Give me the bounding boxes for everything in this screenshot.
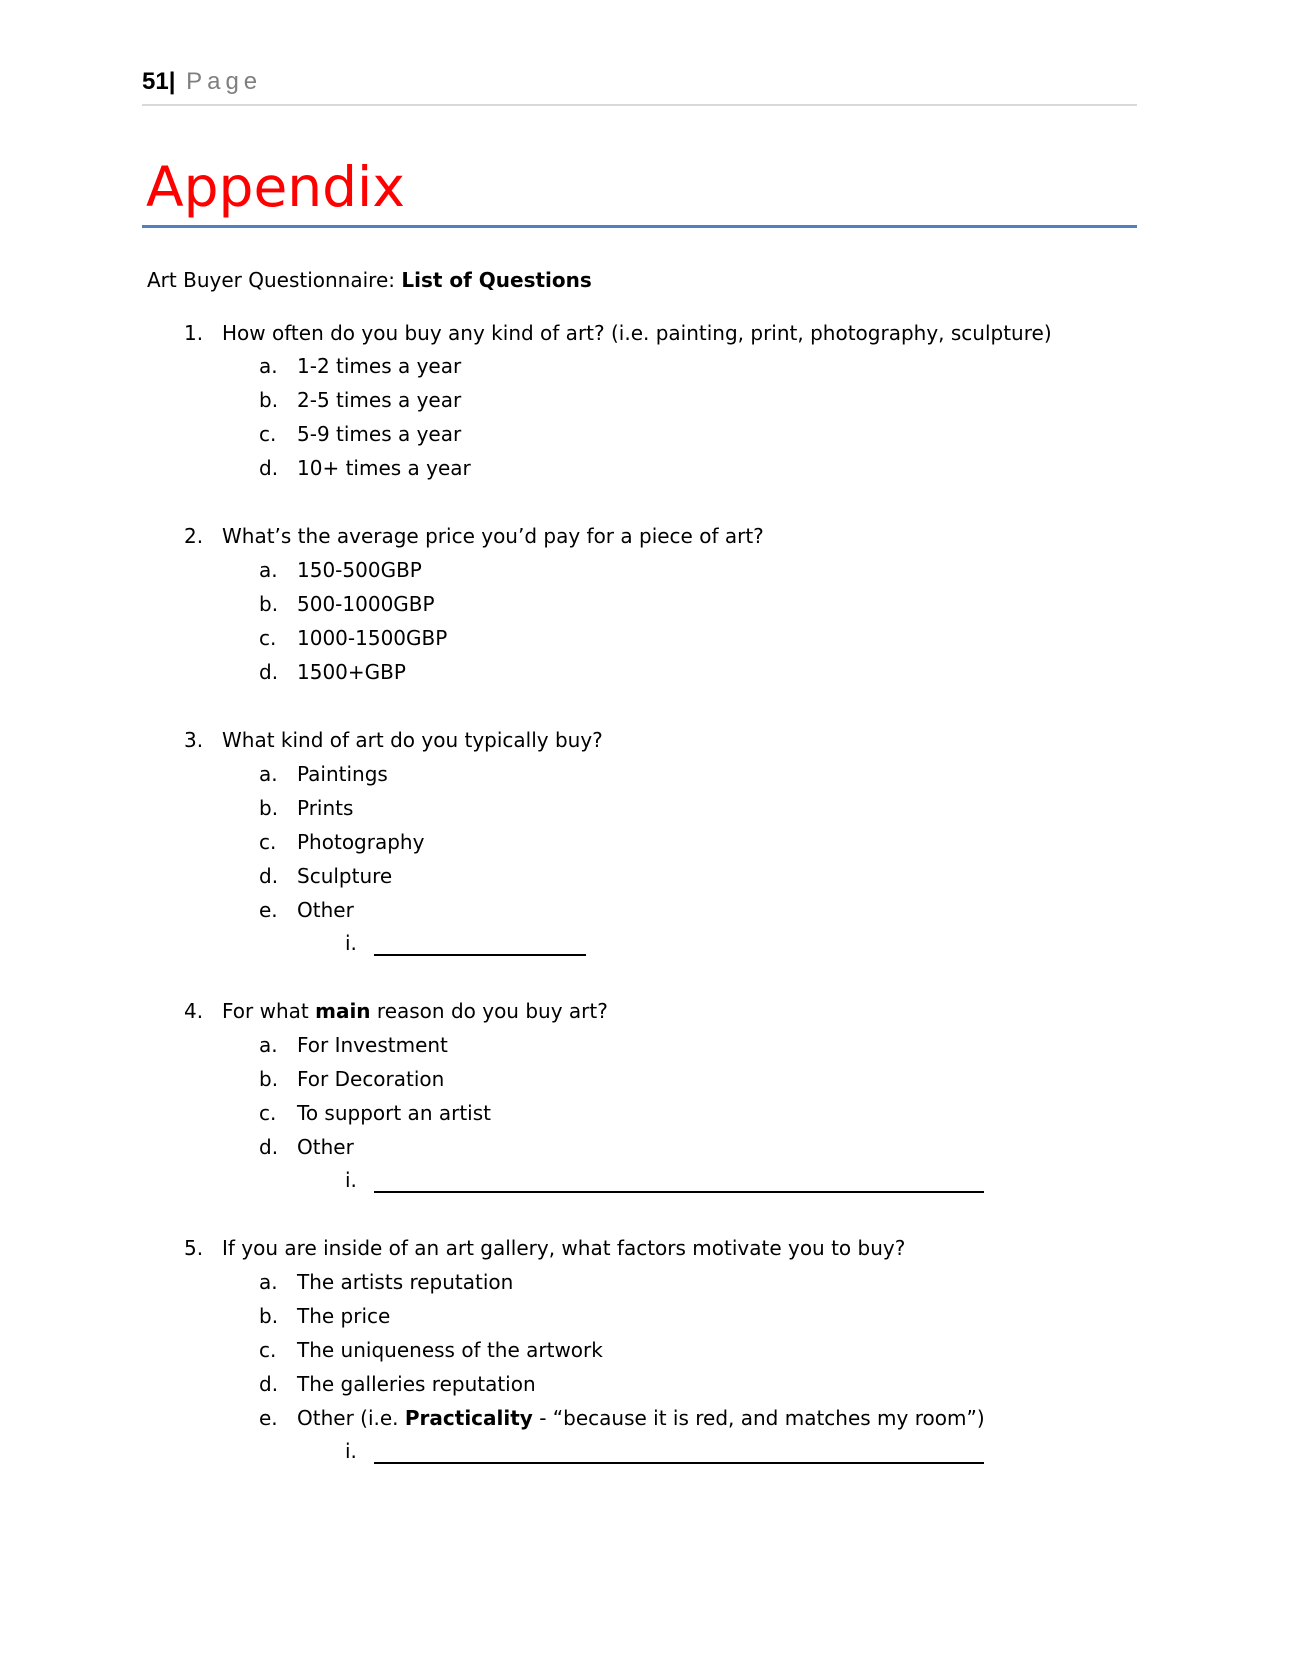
option-text: The galleries reputation	[297, 1372, 536, 1396]
answer-blank-line[interactable]	[374, 1191, 984, 1193]
intro-prefix: Art Buyer Questionnaire:	[147, 268, 402, 292]
option-letter: d.	[259, 1135, 279, 1159]
option-text: The artists reputation	[297, 1270, 514, 1294]
option-text: For Decoration	[297, 1067, 445, 1091]
option-letter: e.	[259, 1406, 278, 1430]
sub-item-label: i.	[345, 1439, 357, 1463]
option-letter: d.	[259, 864, 279, 888]
option-text: 1-2 times a year	[297, 354, 462, 378]
page-title: Appendix	[142, 146, 1137, 228]
option-text: The price	[297, 1304, 391, 1328]
option-text	[297, 1406, 985, 1430]
question-number: 4.	[184, 999, 204, 1023]
option-text: 150-500GBP	[297, 558, 422, 582]
option-text-suffix: - “because it is red, and matches my room”)	[532, 1406, 985, 1430]
question-text: If you are inside of an art gallery, what factors motivate you to buy?	[222, 1236, 906, 1260]
option-letter: c.	[259, 1101, 277, 1125]
option-text: 1500+GBP	[297, 660, 406, 684]
option-letter: b.	[259, 592, 279, 616]
sub-item-label: i.	[345, 931, 357, 955]
question-text-bold: main	[315, 999, 371, 1023]
sub-item-label: i.	[345, 1168, 357, 1192]
option-letter: c.	[259, 830, 277, 854]
option-letter: a.	[259, 354, 278, 378]
option-text: 500-1000GBP	[297, 592, 435, 616]
option-text: Other	[297, 1135, 354, 1159]
option-text: The uniqueness of the artwork	[297, 1338, 603, 1362]
page-separator: |	[168, 68, 176, 95]
page-word: Page	[186, 68, 263, 95]
option-letter: a.	[259, 558, 278, 582]
page-header	[142, 68, 1137, 106]
option-text: 2-5 times a year	[297, 388, 462, 412]
question-text-prefix: For what	[222, 999, 316, 1023]
option-letter: c.	[259, 422, 277, 446]
question-text-suffix: reason do you buy art?	[370, 999, 608, 1023]
option-text-bold: Practicality	[404, 1406, 533, 1430]
option-text: 1000-1500GBP	[297, 626, 448, 650]
option-text: Sculpture	[297, 864, 393, 888]
option-text: Paintings	[297, 762, 388, 786]
option-text: Photography	[297, 830, 425, 854]
option-letter: b.	[259, 1304, 279, 1328]
option-text: 10+ times a year	[297, 456, 471, 480]
option-letter: a.	[259, 1270, 278, 1294]
option-letter: a.	[259, 762, 278, 786]
option-letter: d.	[259, 660, 279, 684]
option-text: Other	[297, 898, 354, 922]
question-number: 1.	[184, 321, 204, 345]
question-number: 2.	[184, 524, 204, 548]
option-text-prefix: Other (i.e.	[297, 1406, 405, 1430]
option-letter: c.	[259, 626, 277, 650]
question-text: What kind of art do you typically buy?	[222, 728, 603, 752]
option-letter: e.	[259, 898, 278, 922]
option-text: For Investment	[297, 1033, 448, 1057]
intro-bold: List of Questions	[401, 268, 592, 292]
answer-blank-line[interactable]	[374, 1462, 984, 1464]
option-letter: d.	[259, 456, 279, 480]
option-text: 5-9 times a year	[297, 422, 462, 446]
option-letter: c.	[259, 1338, 277, 1362]
option-text: To support an artist	[297, 1101, 491, 1125]
option-letter: a.	[259, 1033, 278, 1057]
question-number: 3.	[184, 728, 204, 752]
question-text	[222, 999, 608, 1023]
question-text: What’s the average price you’d pay for a piece of art?	[222, 524, 764, 548]
answer-blank-line[interactable]	[374, 954, 586, 956]
page-number: 51	[142, 68, 169, 95]
option-letter: b.	[259, 388, 279, 412]
option-letter: b.	[259, 1067, 279, 1091]
option-text: Prints	[297, 796, 354, 820]
question-text: How often do you buy any kind of art? (i.e. painting, print, photography, sculpture)	[222, 321, 1052, 345]
option-letter: d.	[259, 1372, 279, 1396]
question-number: 5.	[184, 1236, 204, 1260]
questionnaire-intro	[147, 266, 592, 294]
option-letter: b.	[259, 796, 279, 820]
